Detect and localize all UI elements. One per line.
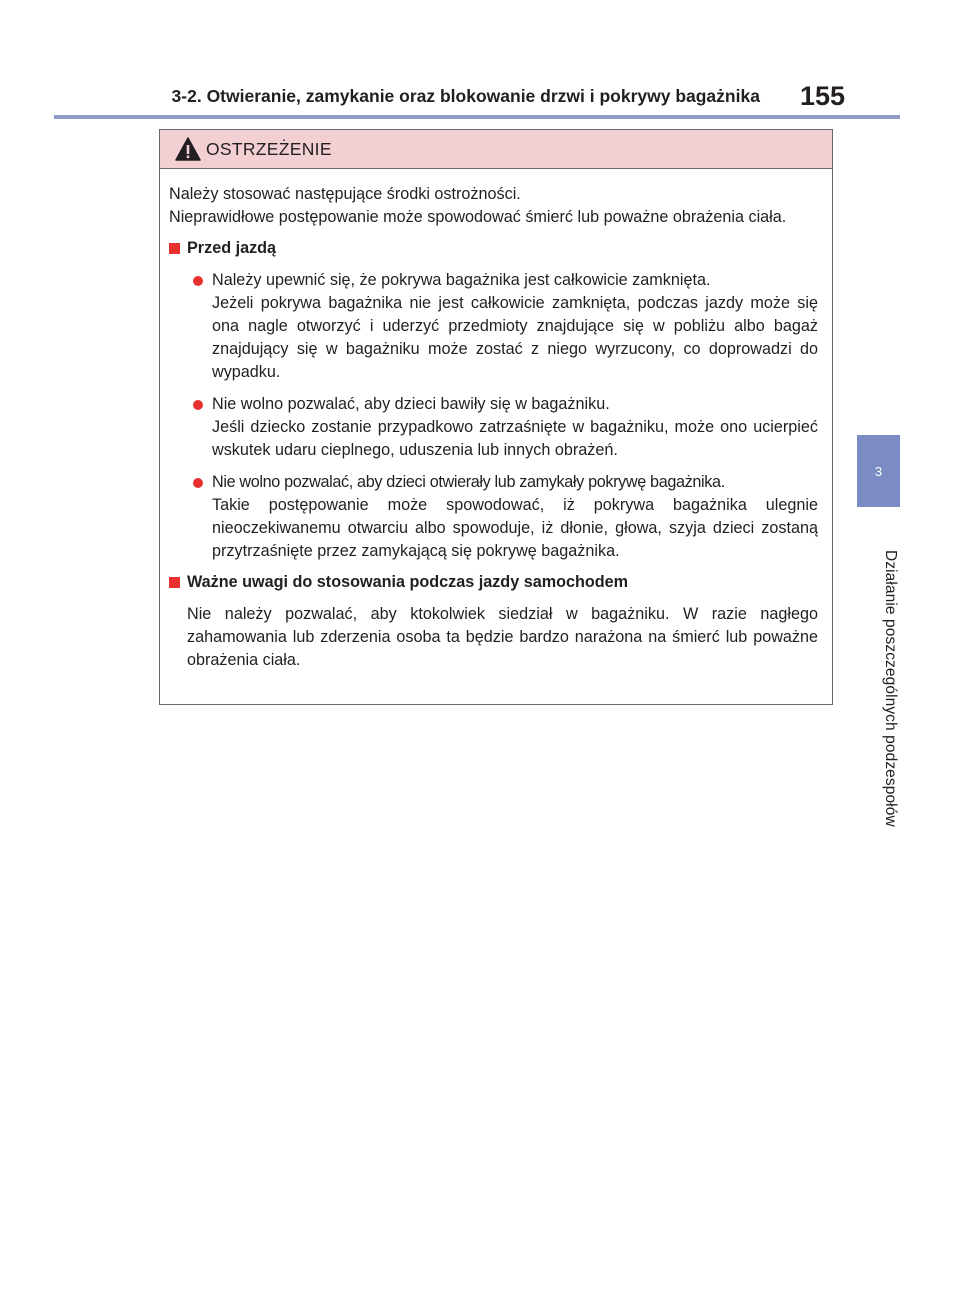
warning-intro: Należy stosować następujące środki ostrożności. bbox=[169, 185, 521, 203]
warning-box bbox=[159, 129, 833, 705]
list-item bbox=[169, 471, 818, 563]
red-bullet-icon bbox=[193, 400, 203, 410]
bullet-lead: Należy upewnić się, że pokrywa bagażnika jest całkowicie zamknięta. bbox=[212, 271, 711, 289]
chapter-label: Działanie poszczególnych podzespołów bbox=[882, 549, 899, 827]
section-heading-before-driving bbox=[169, 237, 818, 260]
bullet-detail: Jeżeli pokrywa bagażnika nie jest całkowicie zamknięta, podczas jazdy może się ona nagle otworzyć i uderzyć przedmioty znajdujące się w pobliżu albo bagaż znajdujący się w bagażniku może zostać z niego wyrzucony, co doprowadzi do wypadku. bbox=[212, 294, 818, 381]
section-heading-text: Przed jazdą bbox=[187, 239, 277, 257]
red-bullet-icon bbox=[193, 478, 203, 488]
section-paragraph: Nie należy pozwalać, aby ktokolwiek siedział w bagażniku. W razie nagłego zahamowania lub zderzenia osoba ta będzie bardzo narażona na śmierć lub poważne obrażenia ciała. bbox=[187, 605, 818, 669]
section-title: 3-2. Otwieranie, zamykanie oraz blokowanie drzwi i pokrywy bagażnika bbox=[171, 85, 760, 106]
warning-header bbox=[160, 130, 832, 169]
warning-title: OSTRZEŻENIE bbox=[206, 138, 332, 159]
page-number: 155 bbox=[799, 80, 845, 111]
red-square-icon bbox=[169, 243, 180, 254]
bullet-detail: Takie postępowanie może spowodować, iż pokrywa bagażnika ulegnie nieoczekiwanemu otwarciu albo spowoduje, iż dłonie, głowa, szyja dzieci zostaną przytrzaśnięte przez zamykającą się pokrywę bagażnika. bbox=[212, 496, 818, 560]
warning-body bbox=[160, 169, 832, 672]
page-header bbox=[0, 80, 845, 112]
list-item bbox=[169, 269, 818, 384]
chapter-number: 3 bbox=[874, 463, 883, 479]
warning-intro-detail: Nieprawidłowe postępowanie może spowodować śmierć lub poważne obrażenia ciała. bbox=[169, 208, 787, 226]
bullet-detail: Jeśli dziecko zostanie przypadkowo zatrzaśnięte w bagażniku, może ono ucierpieć wskutek udaru cieplnego, uduszenia lub innych obrażeń. bbox=[212, 418, 818, 459]
header-divider bbox=[54, 115, 900, 119]
bullet-lead: Nie wolno pozwalać, aby dzieci bawiły się w bagażniku. bbox=[212, 395, 610, 413]
section-heading-driving-notes bbox=[169, 571, 818, 594]
bullet-lead: Nie wolno pozwalać, aby dzieci otwierały lub zamykały pokrywę bagażnika. bbox=[212, 473, 725, 491]
red-bullet-icon bbox=[193, 276, 203, 286]
red-square-icon bbox=[169, 577, 180, 588]
warning-triangle-icon bbox=[175, 137, 201, 161]
section-heading-text: Ważne uwagi do stosowania podczas jazdy samochodem bbox=[187, 573, 629, 591]
list-item bbox=[169, 393, 818, 462]
chapter-tab bbox=[857, 435, 900, 507]
